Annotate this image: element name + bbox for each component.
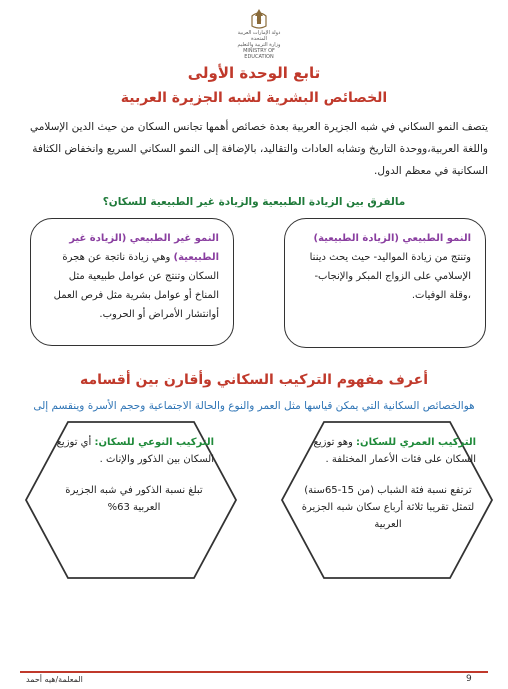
logo-line-2: وزارة التربية والتعليم (237, 42, 281, 48)
footer-divider (20, 671, 488, 673)
gender-structure-text (54, 434, 214, 516)
footer-author: المعلمة/هيه أحمد (26, 675, 83, 684)
natural-growth-term: النمو الطبيعي (الزيادة الطبيعية) (313, 233, 471, 244)
population-structure-definition: هوالخصائص السكانية التي يمكن قياسها مثل العمر والنوع والحالة الاجتماعية وحجم الأسرة وينقسم إلى (33, 400, 475, 412)
age-structure-text (300, 434, 476, 533)
gender-structure-note: تبلغ نسبة الذكور في شبه الجزيرة العربية 63% (65, 485, 203, 513)
gender-structure-term: التركيب النوعي للسكان: (94, 437, 214, 448)
page-number: 9 (466, 674, 472, 684)
unit-title: تابع الوحدة الأولى (187, 64, 321, 82)
age-structure-body: وهو توزيع السكان على فئات الأعمار المختلفة . (313, 437, 476, 465)
age-structure-note: ترتفع نسبة فئة الشباب (من 15-65سنة) لتمثل تقريبا ثلاثة أرباع سكان شبه الجزيرة العربية (301, 485, 475, 530)
logo-caption (232, 30, 286, 60)
topic-title: الخصائص البشرية لشبه الجزيرة العربية (120, 90, 388, 106)
logo-line-1: دولة الإمارات العربية المتحدة (237, 30, 281, 42)
logo-line-3: MINISTRY OF EDUCATION (243, 48, 275, 60)
unnatural-growth-body: وهي زيادة ناتجة عن هجرة السكان وتنتج عن عوامل طبيعية مثل المناخ أو عوامل بشرية مثل فرص العمل أوانتشار الأمراض أو الحروب. (53, 252, 219, 320)
natural-growth-box (284, 218, 486, 348)
intro-paragraph: يتصف النمو السكاني في شبه الجزيرة العربية بعدة خصائص أهمها تجانس السكان من حيث الدين الإسلامي واللغة العربية،ووحدة التاريخ وتشابه العادات والتقاليد، بالإضافة إلى النمو السكاني السريع وانخفاض الكثافة السكانية في معظم الدول. (29, 121, 488, 177)
population-structure-heading: أعرف مفهوم التركيب السكاني وأقارن بين أقسامه (79, 372, 428, 388)
unnatural-growth-term: النمو غير الطبيعي (الزيادة غير الطبيعية) (69, 233, 219, 263)
gender-structure-body: أي توزيع السكان بين الذكور والإناث . (56, 437, 214, 465)
natural-growth-body: وتنتج من زيادة المواليد- حيث يحث ديننا الإسلامي على الزواج المبكر والإنجاب- ،وقلة الوفيات. (309, 252, 471, 301)
unnatural-growth-box (30, 218, 234, 346)
age-structure-term: التركيب العمري للسكان: (356, 437, 476, 448)
question-heading: مالفرق بين الزيادة الطبيعية والزيادة غير الطبيعية للسكان؟ (102, 196, 406, 208)
